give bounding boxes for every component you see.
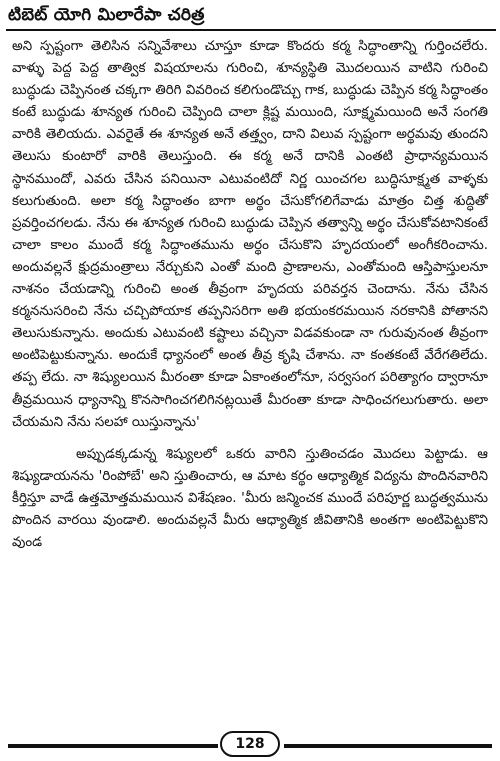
body-text [12, 36, 488, 554]
running-header [6, 3, 494, 29]
running-header-title: టిబెట్ యోగి మిలారేపా చరిత్ర [8, 5, 205, 25]
footer-rule-right [284, 744, 492, 748]
page-footer [0, 727, 500, 761]
page-number: 128 [220, 731, 280, 757]
header-rule [6, 29, 496, 31]
footer-rule-left [8, 744, 218, 748]
paragraph: అప్పుడక్కడున్న శిష్యులలో ఒకరు వారిని స్తుతించడం మొదలు పెట్టాడు. ఆ శిష్యుడాయనను 'రింపోబే' అని స్తుతించారు, ఆ మాట కర్థం ఆధ్యాత్మిక విద్యను పొందినవారిని కీర్తిస్తూ వాడే ఉత్తమోత్తమమయిన విశేషణం. 'మీరు జన్మించక ముందే పరిపూర్ణ బుద్ధత్వమును పొందిన వారయి వుండాలి. అందువల్లనే మీరు ఆధ్యాత్మిక జీవితానికి అంతగా అంటిపెట్టుకొని వుండ [12, 446, 488, 551]
paragraph: అని స్పష్టంగా తెలిసిన సన్నివేశాలు చూస్తూ కూడా కొందరు కర్మ సిద్ధాంతాన్ని గుర్తించలేరు. వాళ్ళు పెద్ద పెద్ద తాత్విక విషయాలను గురించి, శూన్యస్థితి మొదలయిన వాటిని గురించి బుద్ధుడు చెప్పినంత చక్కగా తిరిగి వివరించ కలిగుండొచ్చు గాక, బుద్ధుడు చెప్పిన కర్మ సిద్ధాంతం కంటే బుద్ధుడు శూన్యత గురించి చెప్పింది చాలా క్లిష్ట మయింది, సూక్ష్మమయింది అనే సంగతి వారికి తెలియదు. ఎవరైతే ఈ శూన్యత అనే తత్త్వం, దాని విలువ స్పష్టంగా అర్థమవు తుందని తెలుసు కుంటారో వారికి తెలుస్తుంది. ఈ కర్మ అనే దానికి ఎంతటి ప్రాధాన్యమయిన స్థానముందో, ఎవరు చేసిన పనియినా ఎటువంటిదో నిర్ణ యించగల బుద్ధిసూక్ష్మత వాళ్ళకు కలుగుతుంది. అలా కర్మ సిద్ధాంతం బాగా అర్థం చేసుకోగలిగేవాడు మాత్రం చిత్త శుద్ధితో ప్రవర్తించగలడు. నేను ఈ శూన్యత గురించి బుద్ధుడు చెప్పిన తత్వాన్ని అర్థం చేసుకోవటానికంటే చాలా కాలం ముందే కర్మ సిద్ధాంతమును అర్థం చేసుకొని హృదయంలో అంగీకరించాను. అందువల్లనే క్షుద్రమంత్రాలు నేర్చుకుని ఎంతో మంది ప్రాణాలను, ఎంతోమంది ఆస్తిపాస్తులనూ నాశనం చేయడాన్ని గురించి అంత తీవ్రంగా హృదయ పరివర్తన చెందాను. నేను చేసిన కర్మననుసరించి నేను చచ్చిపోయాక తప్పనిసరిగా అతి భయంకరమయిన నరకానికి పోతానని తెలుసుకున్నాను. అందుకు ఎటువంటి కష్టాలు వచ్చినా విడవకుండా నా గురువునంత తీవ్రంగా అంటిపెట్టుకున్నాను. అందుకే ధ్యానంలో అంత తీవ్ర కృషి చేశాను. నా కంతకంటే వేరేగతిలేదు. తప్ప లేదు. నా శిష్యులయిన మీరంతా కూడా ఏకాంతంలోనూ, సర్వసంగ పరిత్యాగం ద్వారానూ తీవ్రమయిన ధ్యానాన్ని కొనసాగించగలిగినట్లయితే మీరంతా కూడా సాధించగలుగుతారు. అలా చేయమని నేను సలహా యిస్తున్నాను' [12, 39, 488, 430]
